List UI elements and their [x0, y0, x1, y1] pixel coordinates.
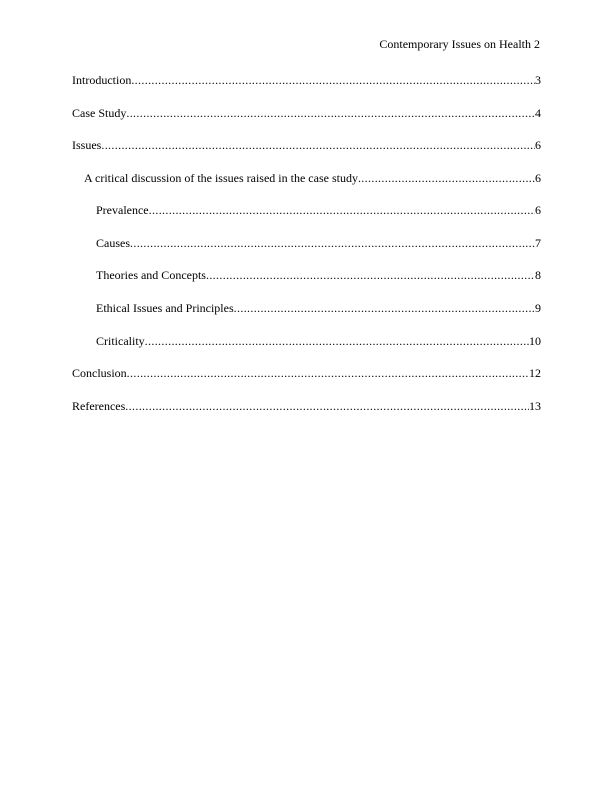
toc-entry-prevalence[interactable] [72, 202, 541, 218]
toc-entry-label: Case Study [72, 106, 127, 120]
toc-dot-leader [101, 137, 535, 153]
toc-page-number: 7 [535, 236, 541, 250]
toc-entry-causes[interactable] [72, 235, 541, 251]
toc-page-number: 12 [529, 366, 541, 380]
toc-entry-label: References [72, 399, 126, 413]
toc-dot-leader [127, 365, 529, 381]
toc-dot-leader [234, 300, 535, 316]
toc-page-number: 4 [535, 106, 541, 120]
toc-page-number: 8 [535, 268, 541, 282]
toc-page-number: 6 [535, 138, 541, 152]
toc-entry-case-study[interactable] [72, 105, 541, 121]
toc-dot-leader [130, 235, 535, 251]
toc-entry-criticality[interactable] [72, 333, 541, 349]
toc-dot-leader [358, 170, 535, 186]
toc-entry-label: Issues [72, 138, 102, 152]
running-head: Contemporary Issues on Health 2 [379, 37, 540, 51]
toc-page-number: 6 [535, 203, 541, 217]
toc-entry-label: A critical discussion of the issues raised in the case study [84, 171, 358, 185]
toc-dot-leader [125, 398, 529, 414]
toc-entry-label: Causes [96, 236, 130, 250]
toc-dot-leader [131, 72, 535, 88]
toc-entry-label: Criticality [96, 334, 145, 348]
toc-entry-conclusion[interactable] [72, 365, 541, 381]
toc-entry-ethical-issues[interactable] [72, 300, 541, 316]
toc-entry-label: Introduction [72, 73, 132, 87]
toc-entry-label: Theories and Concepts [96, 268, 206, 282]
toc-entry-references[interactable] [72, 398, 541, 414]
toc-page-number: 13 [529, 399, 541, 413]
toc-page-number: 9 [535, 301, 541, 315]
toc-page-number: 10 [529, 334, 541, 348]
toc-page-number: 6 [535, 171, 541, 185]
toc-entry-label: Prevalence [96, 203, 149, 217]
toc-page-number: 3 [535, 73, 541, 87]
toc-entry-label: Ethical Issues and Principles [96, 301, 234, 315]
toc-entry-issues[interactable] [72, 137, 541, 153]
toc-dot-leader [145, 333, 529, 349]
toc-entry-critical-discussion[interactable] [72, 170, 541, 186]
toc-dot-leader [126, 105, 535, 121]
toc-entry-label: Conclusion [72, 366, 127, 380]
toc-dot-leader [149, 202, 535, 218]
toc-dot-leader [206, 267, 535, 283]
toc-entry-theories-and-concepts[interactable] [72, 267, 541, 283]
toc-entry-introduction[interactable] [72, 72, 541, 88]
